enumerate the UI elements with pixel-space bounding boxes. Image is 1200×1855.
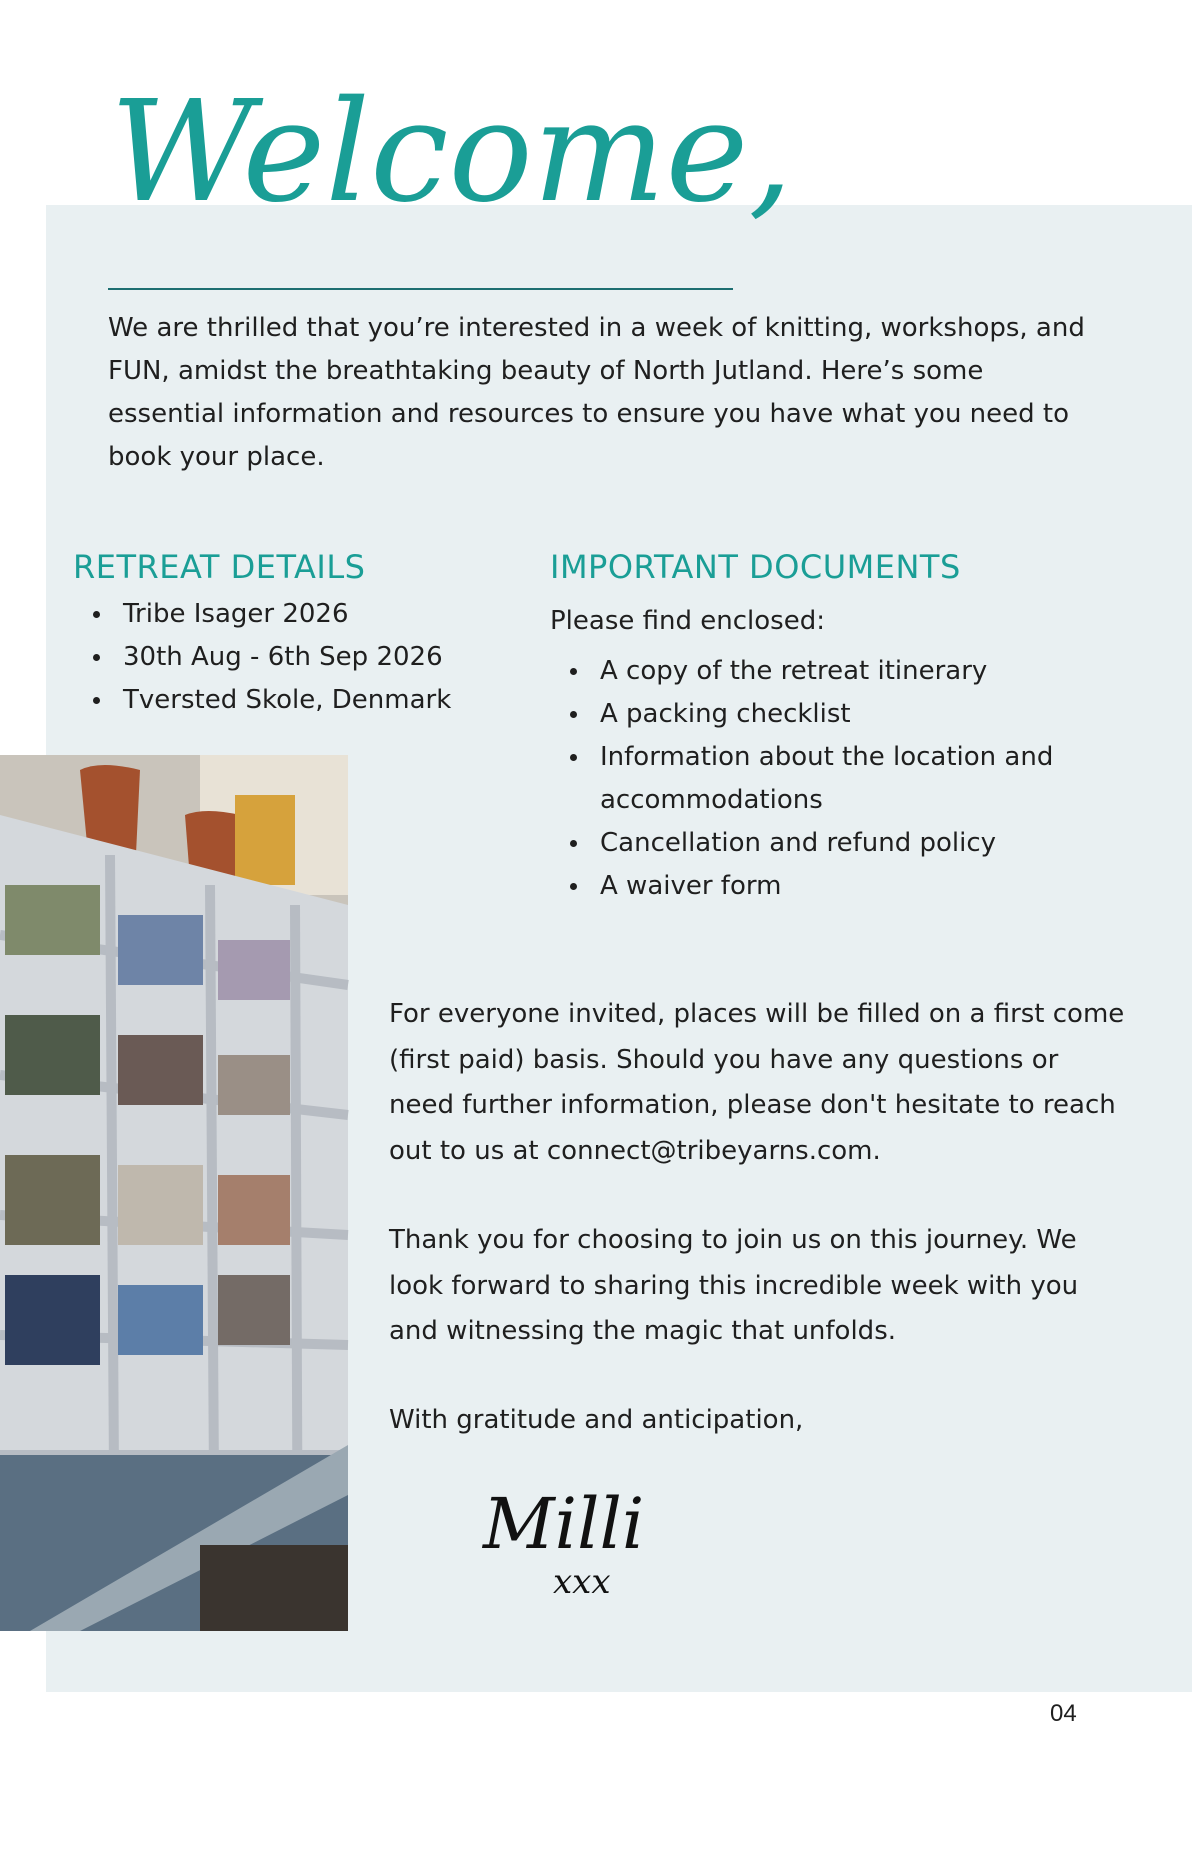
signature xyxy=(478,1468,698,1608)
list-item: A waiver form xyxy=(550,865,1110,908)
title-divider xyxy=(108,288,733,290)
svg-text:Welcome,: Welcome, xyxy=(110,71,793,234)
documents-intro: Please find enclosed: xyxy=(550,606,825,636)
welcome-title xyxy=(110,50,793,270)
page-number: 04 xyxy=(1050,1700,1077,1727)
svg-text:Milli: Milli xyxy=(483,1483,645,1565)
list-item: Tribe Isager 2026 xyxy=(73,593,493,636)
intro-paragraph: We are thrilled that you’re interested in a week of knitting, workshops, and FUN, amidst the breathtaking beauty of North Jutland. Here’s some essential information and resources to ensure you have what you need to book your place. xyxy=(108,313,1085,472)
list-item: 30th Aug - 6th Sep 2026 xyxy=(73,636,493,679)
list-item: Cancellation and refund policy xyxy=(550,822,1110,865)
knitwear-shelves-photo xyxy=(0,755,348,1631)
list-item: A copy of the retreat itinerary xyxy=(550,650,1110,693)
list-item: Tversted Skole, Denmark xyxy=(73,679,493,722)
thank-you-paragraph: Thank you for choosing to join us on this journey. We look forward to sharing this incredible week with you and witnessing the magic that unfolds. xyxy=(389,1225,1079,1346)
booking-paragraph: For everyone invited, places will be filled on a first come (first paid) basis. Should you have any questions or need further information, please don't hesitate to reach out to us at connect@tribeyarns.com. xyxy=(389,999,1125,1166)
list-item: Information about the location and accommodations xyxy=(550,736,1110,822)
important-documents-heading: IMPORTANT DOCUMENTS xyxy=(550,548,961,586)
svg-text:xxx: xxx xyxy=(553,1562,611,1602)
closing-line: With gratitude and anticipation, xyxy=(389,1405,804,1435)
retreat-details-list xyxy=(73,593,493,722)
retreat-details-heading: RETREAT DETAILS xyxy=(73,548,366,586)
documents-list xyxy=(550,650,1110,908)
list-item: A packing checklist xyxy=(550,693,1110,736)
